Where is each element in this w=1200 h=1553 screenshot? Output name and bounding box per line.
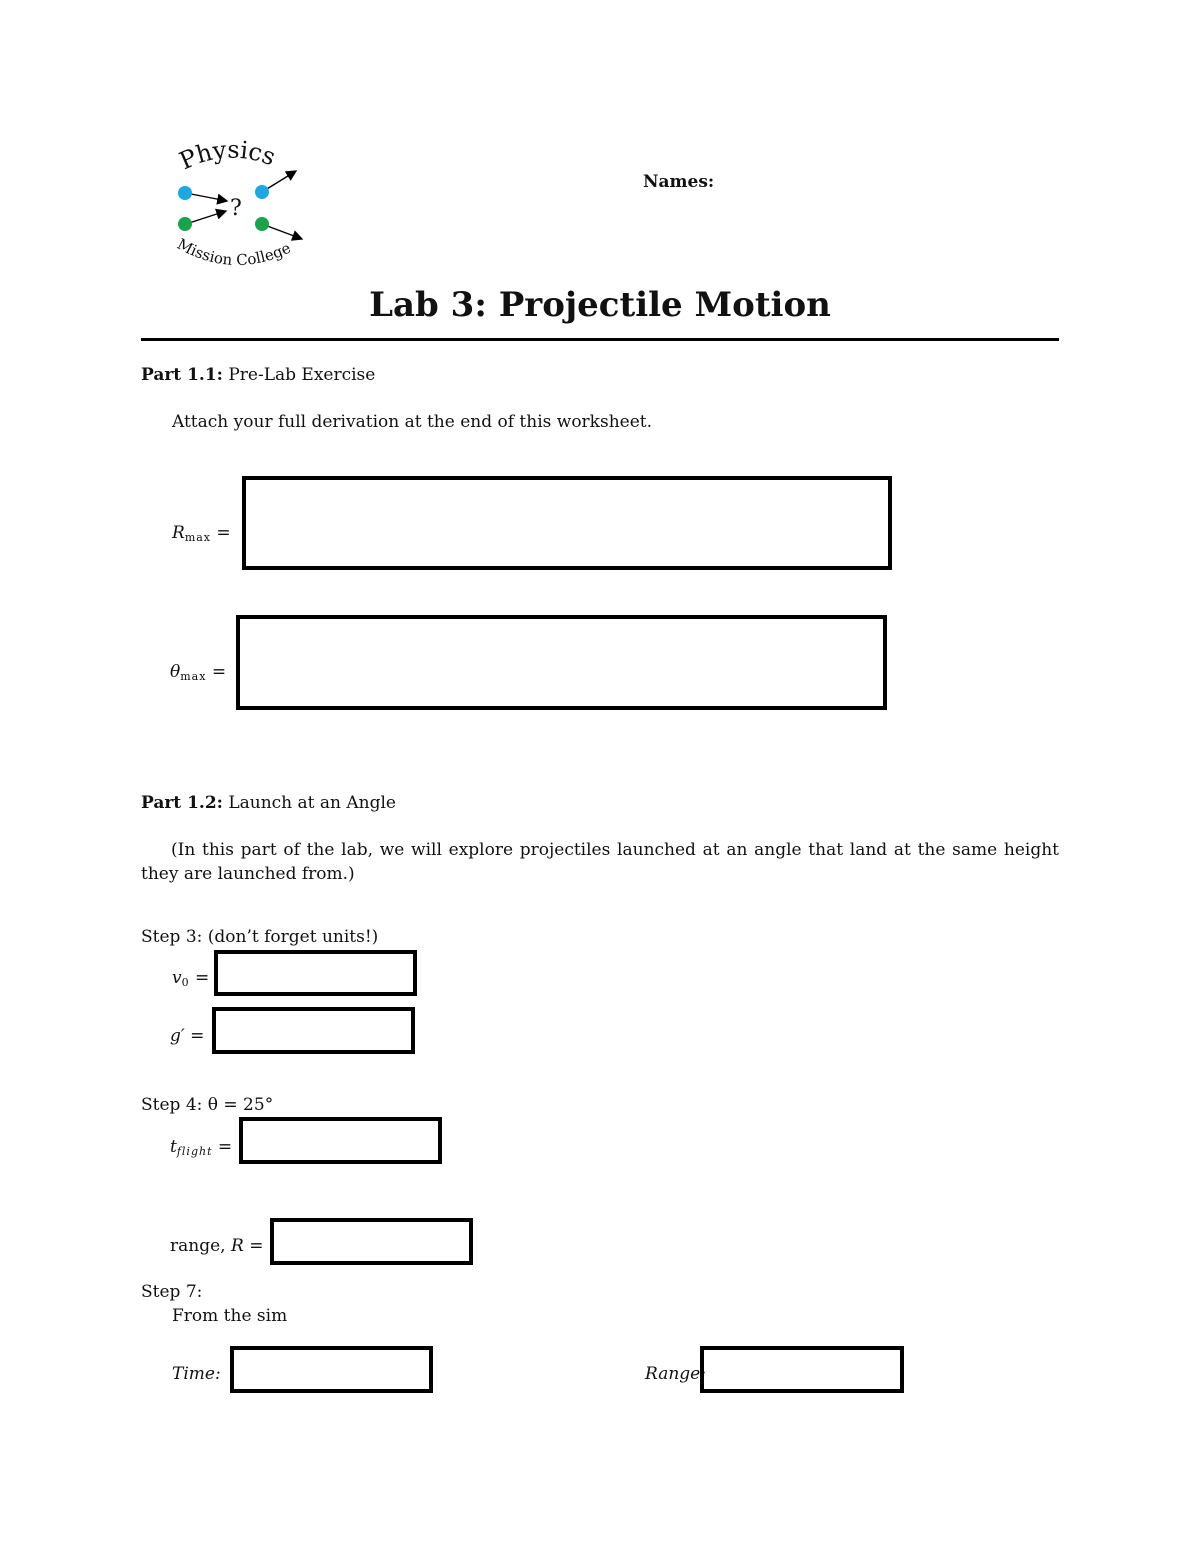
names-label: Names:	[643, 172, 715, 192]
time-label: Time:	[172, 1364, 221, 1384]
part-1-1-heading: Part 1.1: Pre-Lab Exercise	[141, 365, 376, 385]
step-4-label: Step 4: θ = 25°	[141, 1095, 274, 1115]
v0-answer-box[interactable]	[214, 950, 417, 996]
range-sim-answer-box[interactable]	[700, 1346, 904, 1393]
g-prime-answer-box[interactable]	[212, 1007, 415, 1054]
svg-text:Mission College	[174, 235, 293, 269]
range-label: range, R =	[170, 1236, 264, 1256]
g-prime-label: g′ =	[170, 1026, 205, 1046]
range-answer-box[interactable]	[270, 1218, 473, 1265]
logo-text-bottom: Mission College	[174, 234, 294, 270]
theta-max-answer-box[interactable]	[236, 615, 887, 710]
part-1-2-heading: Part 1.2: Launch at an Angle	[141, 793, 396, 813]
logo-question-mark: ?	[230, 196, 242, 221]
blue-dot	[178, 186, 192, 200]
physics-mission-college-logo	[162, 135, 312, 280]
part-1-2-intro: (In this part of the lab, we will explore projectiles launched at an angle that land at the same height they are launched from.)	[141, 840, 1059, 884]
v0-label: $v_0$ =	[172, 968, 210, 989]
logo-text-top: Physics	[175, 135, 280, 176]
page-title: Lab 3: Projectile Motion	[369, 285, 831, 325]
range-sim-label: Range:	[645, 1364, 706, 1384]
green-dot	[255, 217, 269, 231]
from-sim-label: From the sim	[172, 1306, 288, 1326]
step-3-label: Step 3: (don’t forget units!)	[141, 927, 379, 947]
part-1-1-instruction: Attach your full derivation at the end of this worksheet.	[172, 412, 653, 432]
svg-text:Physics	[175, 136, 279, 176]
t-flight-answer-box[interactable]	[239, 1117, 442, 1164]
step-7-label: Step 7:	[141, 1282, 203, 1302]
theta-max-label: $\theta_{max}$ =	[170, 662, 227, 683]
t-flight-label: $t_{flight}$ =	[170, 1137, 233, 1158]
r-max-label: $R_{max}$ =	[172, 523, 231, 544]
r-max-answer-box[interactable]	[242, 476, 892, 570]
time-answer-box[interactable]	[230, 1346, 433, 1393]
title-rule	[141, 338, 1059, 341]
blue-dot	[255, 185, 269, 199]
green-dot	[178, 217, 192, 231]
